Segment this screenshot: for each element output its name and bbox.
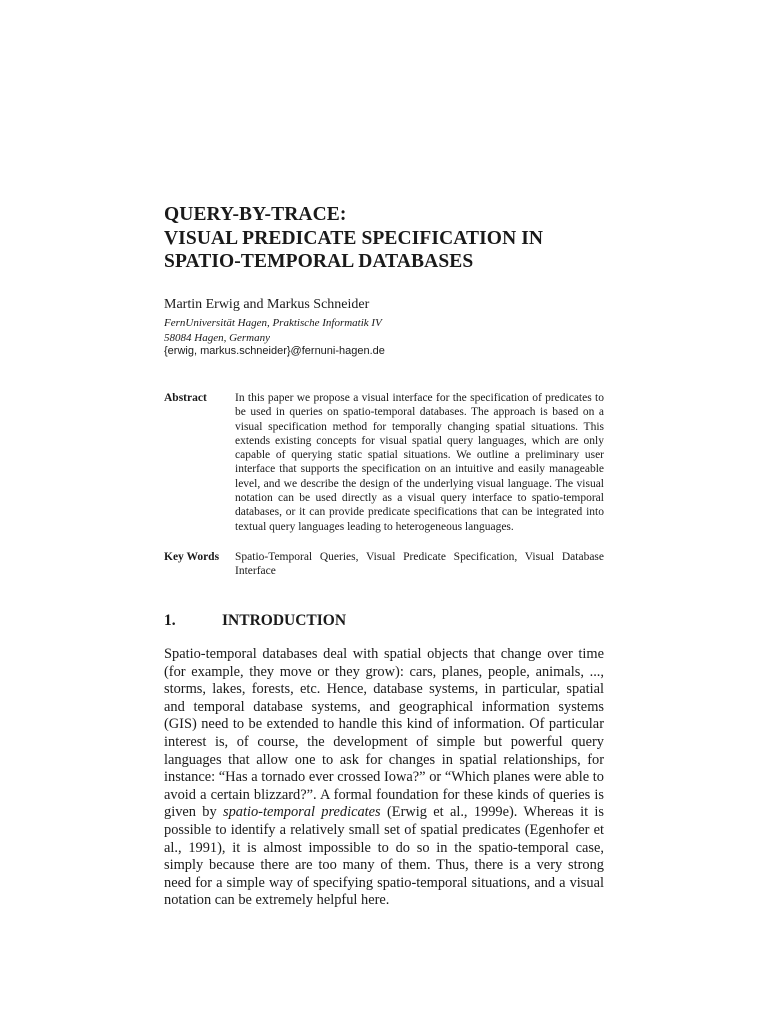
affiliation-address: 58084 Hagen, Germany (164, 332, 271, 344)
intro-emphasis: spatio-temporal predicates (223, 804, 381, 821)
author-email: {erwig, markus.schneider}@fernuni-hagen.de (164, 345, 385, 357)
intro-text-part: Spatio-temporal databases deal with spatial objects that change over time (for example, they move or they grow): cars, planes, people, animals, ..., storms, lakes, forests, etc. Hence, database systems, in particular, spatial and temporal database systems, and geographical information systems (GIS) need to be extended to handle this kind of information. Of particular interest is, of course, the development of simple but powerful query languages that allow one to ask for changes in spatial relationships, for instance: “Has a tornado ever crossed Iowa?” or “Which planes were able to avoid a certain blizzard?”. A formal foundation for these kinds of queries is given by (164, 646, 604, 821)
title-line: QUERY-BY-TRACE: (164, 204, 347, 225)
affiliation-line: FernUniversität Hagen, Praktische Informatik IV (164, 317, 382, 329)
abstract-label: Abstract (164, 392, 207, 404)
introduction-paragraph (164, 646, 604, 910)
section-number: 1. (164, 612, 176, 629)
title-line: VISUAL PREDICATE SPECIFICATION IN (164, 227, 544, 249)
paper-title (164, 203, 624, 274)
authors: Martin Erwig and Markus Schneider (164, 297, 370, 312)
intro-text-part: (Erwig et al., 1999e). Whereas it is possible to identify a relatively small set of spatial predicates (Egenhofer et al., 1991), it is almost impossible to do so in the spatio-temporal case, simply because there are too many of them. Thus, there is a very strong need for a simple way of specifying spatio-temporal situations, and a visual notation can be extremely helpful here. (164, 804, 605, 909)
keywords-label: Key Words (164, 551, 220, 563)
abstract-text: In this paper we propose a visual interface for the specification of predicates to be used in queries on spatio-temporal databases. The approach is based on a visual specification method for temporally changing spatial situations. This extends existing concepts for visual spatial query languages, which are only capable of querying static spatial situations. We outline a preliminary user interface that supports the specification on an intuitive and easily manageable level, and we describe the design of the underlying visual language. The visual notation can be used directly as a visual query interface to spatio-temporal databases, or it can provide predicate specifications that can be integrated into textual query languages leading to heterogeneous languages. (235, 392, 604, 533)
section-title: INTRODUCTION (222, 612, 347, 629)
title-line: SPATIO-TEMPORAL DATABASES (164, 251, 474, 272)
keywords-text: Spatio-Temporal Queries, Visual Predicate Specification, Visual Database Interface (235, 551, 604, 578)
